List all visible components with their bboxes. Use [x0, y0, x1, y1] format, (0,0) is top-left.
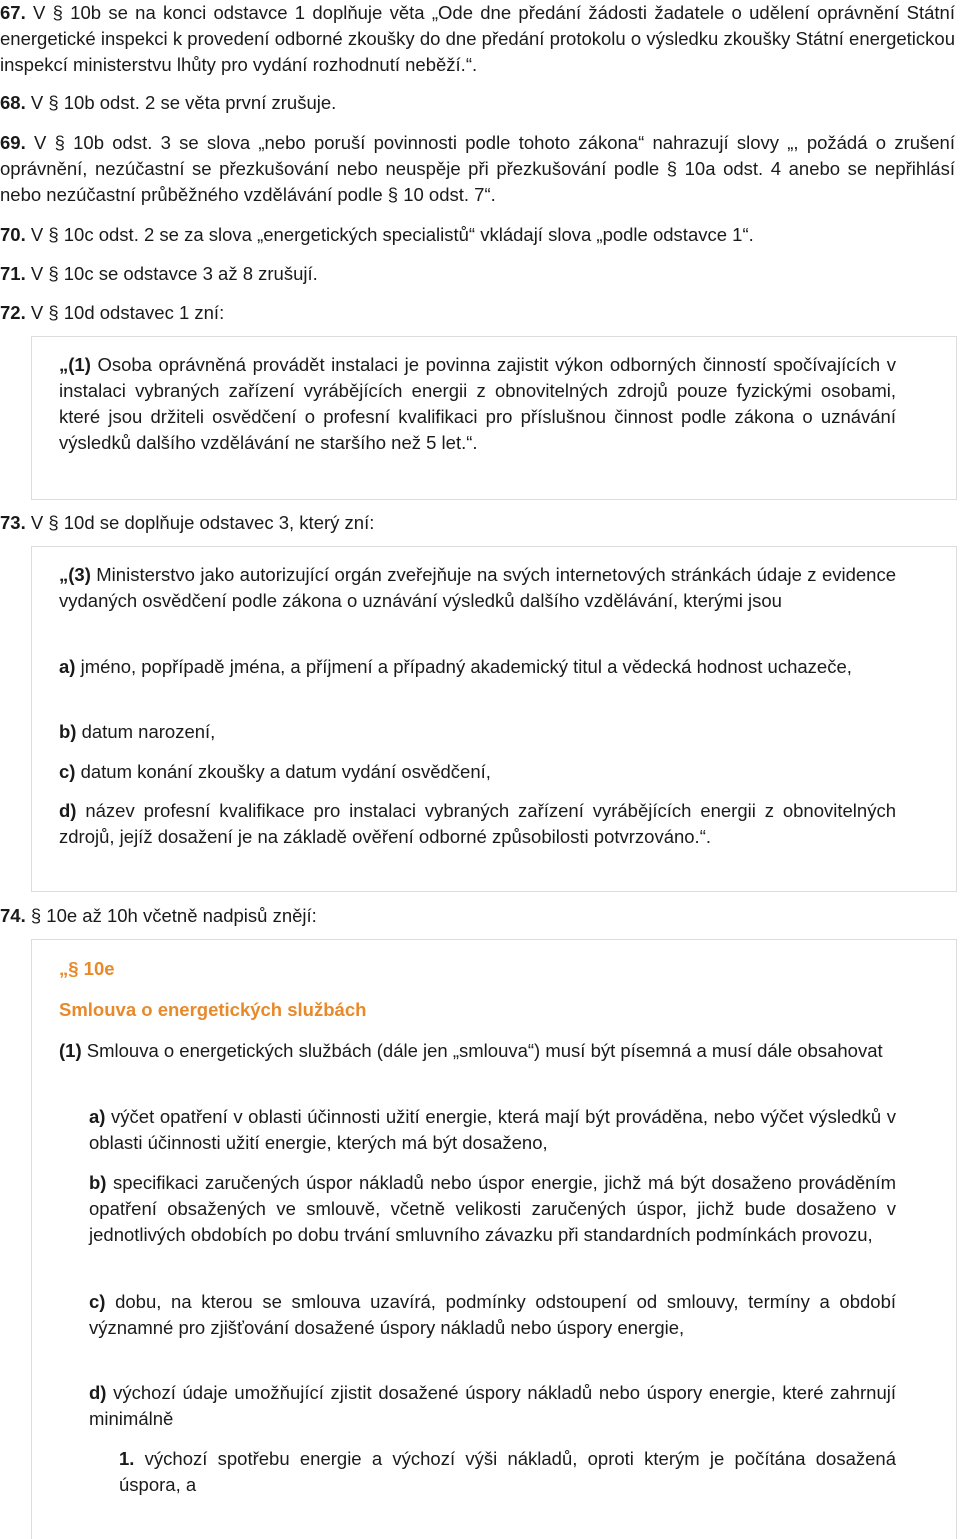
point-label: c)	[89, 1291, 106, 1312]
item-text: § 10e až 10h včetně nadpisů znějí:	[25, 905, 317, 926]
quoted-paragraph-3	[59, 562, 896, 614]
point-label: b)	[59, 721, 77, 742]
point-label: d)	[59, 800, 77, 821]
subpoint-text: výchozí spotřebu energie a výchozí výši nákladů, oproti kterým je počítána dosažená úspora, a	[119, 1448, 896, 1495]
subpoint-label: 1.	[119, 1448, 135, 1469]
amendment-item-71	[0, 261, 955, 287]
paragraph-label: (1)	[59, 1040, 82, 1061]
amendment-item-73	[0, 510, 955, 536]
item-text: V § 10b odst. 2 se věta první zrušuje.	[25, 92, 337, 113]
item-number: 68.	[0, 92, 26, 113]
point-text: datum narození,	[76, 721, 216, 742]
item-number: 69.	[0, 132, 26, 153]
item-number: 72.	[0, 302, 26, 323]
item-number: 74.	[0, 905, 26, 926]
item-text: V § 10b odst. 3 se slova „nebo poruší povinnosti podle tohoto zákona“ nahrazují slovy „, požádá o zrušení oprávnění, nezúčastní se přezkušování nebo neuspěje při přezkušování podle § 10a odst. 4 anebo se nepřihlásí nebo nezúčastní průběžného vzdělávání podle § 10 odst. 7“.	[0, 132, 955, 205]
section-number: „§ 10e	[59, 958, 115, 979]
amendment-item-67	[0, 0, 955, 78]
point-b	[59, 719, 896, 745]
amendment-item-72	[0, 300, 955, 326]
amendment-item-68	[0, 90, 955, 116]
point-text: specifikaci zaručených úspor nákladů nebo úspor energie, jichž má být dosaženo prováděním opatření obsažených ve smlouvě, včetně velikosti zaručených úspor, jichž bude dosaženo v jednotlivých obdobích po dobu trvání smluvního závazku při standardních podmínkách provozu,	[89, 1172, 896, 1245]
point-text: dobu, na kterou se smlouva uzavírá, podmínky odstoupení od smlouvy, termíny a období významné pro zjišťování dosažené úspory nákladů nebo úspory energie,	[89, 1291, 896, 1338]
amendment-item-74	[0, 903, 955, 929]
point-text: název profesní kvalifikace pro instalaci vybraných zařízení vyrábějících energii z obnovitelných zdrojů, jejíž dosažení je na základě ověření odborné způsobilosti potvrzováno.“.	[59, 800, 896, 847]
item-number: 71.	[0, 263, 26, 284]
point-c	[89, 1289, 896, 1341]
quoted-paragraph-1	[59, 352, 896, 456]
point-label: d)	[89, 1382, 107, 1403]
point-text: výčet opatření v oblasti účinnosti užití energie, která mají být prováděna, nebo výčet výsledků v oblasti účinnosti užití energie, kterých má být dosaženo,	[89, 1106, 896, 1153]
point-d	[89, 1380, 896, 1432]
quoted-paragraph-1	[59, 1038, 896, 1064]
item-number: 67.	[0, 2, 26, 23]
point-b	[89, 1170, 896, 1248]
paragraph-text: Smlouva o energetických službách (dále jen „smlouva“) musí být písemná a musí dále obsahovat	[81, 1040, 883, 1061]
point-label: b)	[89, 1172, 107, 1193]
point-text: datum konání zkoušky a datum vydání osvědčení,	[75, 761, 491, 782]
point-label: c)	[59, 761, 76, 782]
paragraph-text: Ministerstvo jako autorizující orgán zveřejňuje na svých internetových stránkách údaje z evidence vydaných osvědčení podle zákona o uznávání výsledků dalšího vzdělávání, kterými jsou	[59, 564, 896, 611]
subpoint-1	[119, 1446, 896, 1498]
section-heading: Smlouva o energetických službách	[59, 999, 367, 1020]
amendment-item-69	[0, 130, 955, 208]
item-text: V § 10d se doplňuje odstavec 3, který zní:	[25, 512, 375, 533]
item-text: V § 10b se na konci odstavce 1 doplňuje věta „Ode dne předání žádosti žadatele o udělení oprávnění Státní energetické inspekci k provedení odborné zkoušky do dne předání protokolu o výsledku zkoušky Státní energetickou inspekcí ministerstvu lhůty pro vydání rozhodnutí neběží.“.	[0, 2, 955, 75]
paragraph-text: Osoba oprávněná provádět instalaci je povinna zajistit výkon odborných činností spočívajících v instalaci vybraných zařízení vyrábějících energii z obnovitelných zdrojů pouze fyzickými osobami, které jsou držiteli osvědčení o profesní kvalifikaci pro příslušnou činnost podle zákona o uznávání výsledků dalšího vzdělávání ne staršího než 5 let.“.	[59, 354, 896, 453]
point-a	[59, 654, 896, 680]
point-label: a)	[89, 1106, 106, 1127]
point-text: výchozí údaje umožňující zjistit dosažené úspory nákladů nebo úspory energie, které zahrnují minimálně	[89, 1382, 896, 1429]
paragraph-label: „(3)	[59, 564, 91, 585]
point-text: jméno, popřípadě jména, a příjmení a případný akademický titul a vědecká hodnost uchazeče,	[75, 656, 852, 677]
item-text: V § 10c odst. 2 se za slova „energetických specialistů“ vkládají slova „podle odstavce 1“.	[25, 224, 754, 245]
item-number: 73.	[0, 512, 26, 533]
point-c	[59, 759, 896, 785]
point-a	[89, 1104, 896, 1156]
item-number: 70.	[0, 224, 26, 245]
item-text: V § 10d odstavec 1 zní:	[25, 302, 225, 323]
point-d	[59, 798, 896, 850]
item-text: V § 10c se odstavce 3 až 8 zrušují.	[25, 263, 318, 284]
paragraph-label: „(1)	[59, 354, 91, 375]
amendment-item-70	[0, 222, 955, 248]
point-label: a)	[59, 656, 76, 677]
